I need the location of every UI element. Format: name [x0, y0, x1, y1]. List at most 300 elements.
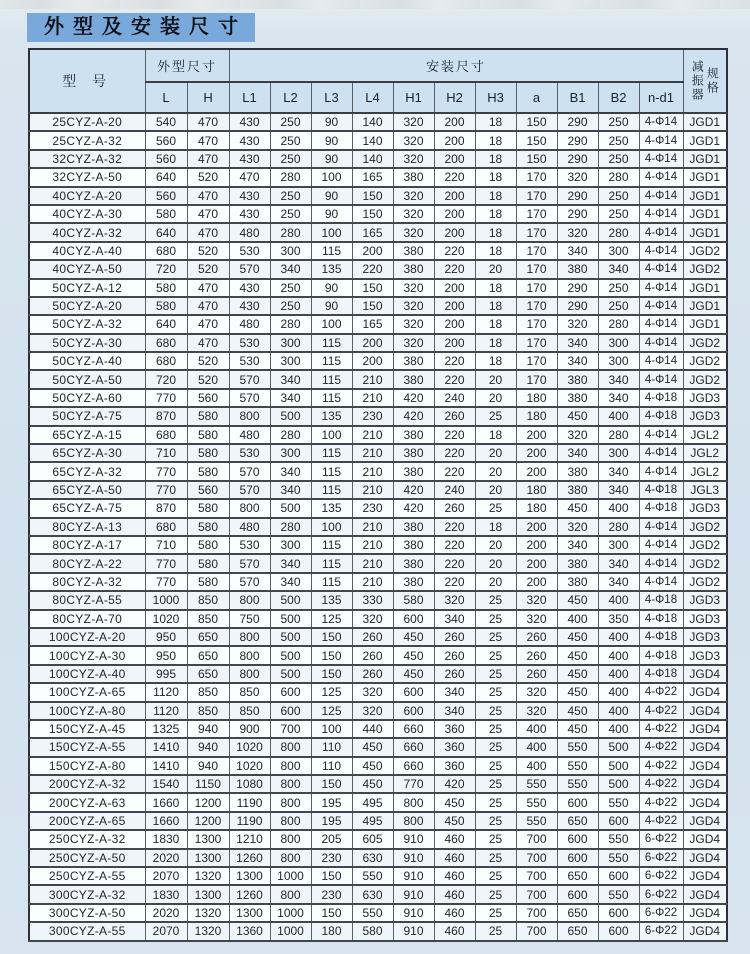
value-cell: 1300: [229, 904, 270, 922]
damper-spec-cell: JGD2: [683, 334, 727, 352]
value-cell: 200: [516, 554, 557, 572]
col-header-install-group: 安装尺寸: [229, 49, 683, 82]
table-row: [29, 665, 727, 683]
table-row: [29, 885, 727, 903]
value-cell: 195: [311, 793, 352, 811]
value-cell: 340: [598, 260, 639, 278]
value-cell: 550: [598, 830, 639, 848]
value-cell: 770: [145, 554, 187, 572]
value-cell: 400: [598, 683, 639, 701]
value-cell: 25: [475, 628, 516, 646]
value-cell: 200: [434, 150, 475, 168]
table-row: [29, 426, 727, 444]
value-cell: 25: [475, 757, 516, 775]
value-cell: 570: [229, 573, 270, 591]
value-cell: 135: [311, 407, 352, 425]
value-cell: 560: [145, 131, 187, 149]
value-cell: 650: [187, 665, 229, 683]
table-row: [29, 518, 727, 536]
value-cell: 400: [516, 757, 557, 775]
value-cell: 18: [475, 223, 516, 241]
value-cell: 340: [434, 683, 475, 701]
value-cell: 450: [352, 775, 393, 793]
n-d1-cell: 4-Φ14: [639, 370, 683, 388]
value-cell: 320: [516, 683, 557, 701]
value-cell: 150: [311, 665, 352, 683]
damper-spec-cell: JGD4: [683, 922, 727, 940]
value-cell: 550: [352, 904, 393, 922]
value-cell: 230: [352, 407, 393, 425]
value-cell: 100: [311, 315, 352, 333]
value-cell: 150: [311, 867, 352, 885]
value-cell: 20: [475, 370, 516, 388]
value-cell: 320: [434, 591, 475, 609]
value-cell: 320: [393, 297, 434, 315]
damper-spec-cell: JGD4: [683, 812, 727, 830]
value-cell: 910: [393, 830, 434, 848]
value-cell: 170: [516, 352, 557, 370]
value-cell: 660: [393, 720, 434, 738]
model-cell: 65CYZ-A-15: [29, 426, 145, 444]
table-row: [29, 113, 727, 131]
value-cell: 770: [145, 573, 187, 591]
table-row: [29, 793, 727, 811]
value-cell: 290: [557, 205, 598, 223]
n-d1-cell: 4-Φ22: [639, 757, 683, 775]
value-cell: 450: [352, 738, 393, 756]
value-cell: 910: [393, 922, 434, 940]
value-cell: 90: [311, 297, 352, 315]
value-cell: 460: [434, 922, 475, 940]
table-row: [29, 370, 727, 388]
value-cell: 1120: [145, 683, 187, 701]
value-cell: 320: [516, 702, 557, 720]
value-cell: 150: [311, 775, 352, 793]
value-cell: 280: [598, 518, 639, 536]
value-cell: 430: [229, 205, 270, 223]
value-cell: 1020: [145, 610, 187, 628]
table-row: [29, 242, 727, 260]
model-cell: 50CYZ-A-32: [29, 315, 145, 333]
value-cell: 300: [598, 334, 639, 352]
value-cell: 580: [187, 518, 229, 536]
n-d1-cell: 4-Φ22: [639, 702, 683, 720]
value-cell: 570: [229, 462, 270, 480]
n-d1-cell: 4-Φ14: [639, 279, 683, 297]
damper-spec-cell: JGD3: [683, 646, 727, 664]
value-cell: 500: [270, 665, 311, 683]
value-cell: 340: [270, 370, 311, 388]
n-d1-cell: 4-Φ18: [639, 646, 683, 664]
value-cell: 400: [598, 646, 639, 664]
value-cell: 580: [187, 407, 229, 425]
damper-spec-cell: JGD2: [683, 370, 727, 388]
model-cell: 50CYZ-A-30: [29, 334, 145, 352]
value-cell: 380: [393, 242, 434, 260]
value-cell: 910: [393, 904, 434, 922]
n-d1-cell: 4-Φ18: [639, 499, 683, 517]
value-cell: 580: [187, 499, 229, 517]
n-d1-cell: 4-Φ14: [639, 334, 683, 352]
value-cell: 180: [516, 389, 557, 407]
table-row: [29, 462, 727, 480]
value-cell: 165: [352, 315, 393, 333]
model-cell: 80CYZ-A-13: [29, 518, 145, 536]
value-cell: 720: [145, 260, 187, 278]
value-cell: 165: [352, 223, 393, 241]
value-cell: 25: [475, 665, 516, 683]
value-cell: 450: [352, 757, 393, 775]
table-header: [29, 49, 727, 113]
value-cell: 400: [598, 665, 639, 683]
n-d1-cell: 6-Φ22: [639, 867, 683, 885]
n-d1-cell: 4-Φ14: [639, 131, 683, 149]
value-cell: 770: [393, 775, 434, 793]
value-cell: 995: [145, 665, 187, 683]
value-cell: 260: [434, 646, 475, 664]
value-cell: 380: [557, 462, 598, 480]
value-cell: 210: [352, 444, 393, 462]
value-cell: 605: [352, 830, 393, 848]
value-cell: 550: [557, 775, 598, 793]
n-d1-cell: 4-Φ14: [639, 150, 683, 168]
model-cell: 50CYZ-A-12: [29, 279, 145, 297]
value-cell: 240: [434, 389, 475, 407]
value-cell: 460: [434, 885, 475, 903]
value-cell: 25: [475, 646, 516, 664]
damper-spec-cell: JGD3: [683, 610, 727, 628]
value-cell: 480: [229, 223, 270, 241]
value-cell: 180: [516, 481, 557, 499]
model-cell: 80CYZ-A-55: [29, 591, 145, 609]
value-cell: 250: [598, 150, 639, 168]
table-row: [29, 683, 727, 701]
value-cell: 650: [557, 922, 598, 940]
value-cell: 320: [557, 426, 598, 444]
table-row: [29, 260, 727, 278]
value-cell: 680: [145, 334, 187, 352]
value-cell: 570: [229, 370, 270, 388]
value-cell: 20: [475, 536, 516, 554]
value-cell: 340: [598, 389, 639, 407]
value-cell: 25: [475, 407, 516, 425]
value-cell: 220: [434, 242, 475, 260]
value-cell: 700: [516, 885, 557, 903]
value-cell: 560: [145, 150, 187, 168]
value-cell: 450: [557, 499, 598, 517]
value-cell: 220: [434, 444, 475, 462]
value-cell: 450: [557, 665, 598, 683]
damper-spec-cell: JGD3: [683, 407, 727, 425]
value-cell: 800: [229, 628, 270, 646]
value-cell: 290: [557, 150, 598, 168]
value-cell: 600: [598, 867, 639, 885]
value-cell: 430: [229, 113, 270, 131]
value-cell: 470: [229, 168, 270, 186]
value-cell: 850: [187, 591, 229, 609]
n-d1-cell: 6-Φ22: [639, 830, 683, 848]
n-d1-cell: 6-Φ22: [639, 849, 683, 867]
n-d1-cell: 4-Φ14: [639, 573, 683, 591]
value-cell: 400: [598, 628, 639, 646]
value-cell: 220: [434, 573, 475, 591]
table-row: [29, 830, 727, 848]
value-cell: 25: [475, 702, 516, 720]
value-cell: 495: [352, 812, 393, 830]
value-cell: 550: [352, 867, 393, 885]
value-cell: 280: [270, 426, 311, 444]
col-header-L4: L4: [352, 82, 393, 113]
model-cell: 80CYZ-A-32: [29, 573, 145, 591]
damper-spec-cell: JGD4: [683, 720, 727, 738]
value-cell: 1320: [187, 904, 229, 922]
value-cell: 600: [557, 885, 598, 903]
value-cell: 90: [311, 113, 352, 131]
value-cell: 210: [352, 536, 393, 554]
value-cell: 18: [475, 518, 516, 536]
value-cell: 530: [229, 444, 270, 462]
damper-spec-cell: JGL2: [683, 444, 727, 462]
damper-spec-cell: JGD4: [683, 885, 727, 903]
table-row: [29, 720, 727, 738]
value-cell: 210: [352, 554, 393, 572]
model-cell: 150CYZ-A-80: [29, 757, 145, 775]
table-row: [29, 628, 727, 646]
value-cell: 500: [270, 407, 311, 425]
value-cell: 18: [475, 279, 516, 297]
value-cell: 170: [516, 242, 557, 260]
value-cell: 200: [352, 334, 393, 352]
damper-spec-cell: JGD4: [683, 849, 727, 867]
page-title: 外型及安装尺寸: [27, 13, 255, 42]
value-cell: 910: [393, 867, 434, 885]
value-cell: 320: [393, 205, 434, 223]
table-row: [29, 444, 727, 462]
value-cell: 135: [311, 591, 352, 609]
value-cell: 25: [475, 849, 516, 867]
value-cell: 90: [311, 150, 352, 168]
value-cell: 115: [311, 334, 352, 352]
damper-spec-cell: JGD1: [683, 131, 727, 149]
col-header-damper-spec: [683, 49, 727, 113]
value-cell: 300: [270, 444, 311, 462]
value-cell: 1300: [187, 849, 229, 867]
value-cell: 115: [311, 573, 352, 591]
model-cell: 250CYZ-A-32: [29, 830, 145, 848]
value-cell: 700: [516, 922, 557, 940]
value-cell: 400: [598, 720, 639, 738]
n-d1-cell: 6-Φ22: [639, 885, 683, 903]
model-cell: 300CYZ-A-55: [29, 922, 145, 940]
table-row: [29, 573, 727, 591]
value-cell: 770: [145, 462, 187, 480]
damper-spec-cell: JGD2: [683, 518, 727, 536]
value-cell: 400: [516, 720, 557, 738]
table-row: [29, 168, 727, 186]
value-cell: 380: [557, 554, 598, 572]
value-cell: 25: [475, 885, 516, 903]
value-cell: 530: [229, 334, 270, 352]
value-cell: 470: [187, 131, 229, 149]
value-cell: 240: [434, 481, 475, 499]
n-d1-cell: 6-Φ22: [639, 922, 683, 940]
value-cell: 210: [352, 518, 393, 536]
model-cell: 40CYZ-A-20: [29, 187, 145, 205]
col-header-a: a: [516, 82, 557, 113]
value-cell: 600: [393, 683, 434, 701]
value-cell: 710: [145, 536, 187, 554]
value-cell: 900: [229, 720, 270, 738]
value-cell: 530: [229, 536, 270, 554]
value-cell: 180: [516, 499, 557, 517]
value-cell: 500: [598, 775, 639, 793]
value-cell: 700: [516, 867, 557, 885]
value-cell: 110: [311, 757, 352, 775]
damper-spec-cell: JGD3: [683, 499, 727, 517]
value-cell: 125: [311, 683, 352, 701]
value-cell: 910: [393, 849, 434, 867]
value-cell: 200: [434, 223, 475, 241]
damper-spec-cell: JGD1: [683, 113, 727, 131]
value-cell: 650: [557, 904, 598, 922]
value-cell: 170: [516, 370, 557, 388]
value-cell: 700: [516, 849, 557, 867]
value-cell: 170: [516, 223, 557, 241]
value-cell: 800: [229, 591, 270, 609]
value-cell: 580: [145, 205, 187, 223]
value-cell: 260: [352, 665, 393, 683]
value-cell: 340: [598, 370, 639, 388]
value-cell: 150: [352, 187, 393, 205]
model-cell: 50CYZ-A-20: [29, 297, 145, 315]
table-body: [29, 113, 727, 941]
value-cell: 280: [270, 168, 311, 186]
value-cell: 800: [270, 885, 311, 903]
n-d1-cell: 4-Φ14: [639, 113, 683, 131]
value-cell: 770: [145, 389, 187, 407]
value-cell: 320: [393, 334, 434, 352]
value-cell: 450: [557, 407, 598, 425]
value-cell: 380: [557, 389, 598, 407]
value-cell: 1830: [145, 885, 187, 903]
value-cell: 2070: [145, 867, 187, 885]
value-cell: 170: [516, 315, 557, 333]
damper-spec-cell: JGD4: [683, 702, 727, 720]
value-cell: 125: [311, 702, 352, 720]
table-row: [29, 922, 727, 940]
model-cell: 65CYZ-A-30: [29, 444, 145, 462]
value-cell: 340: [557, 334, 598, 352]
value-cell: 150: [352, 279, 393, 297]
value-cell: 1150: [187, 775, 229, 793]
table-row: [29, 554, 727, 572]
value-cell: 1300: [229, 867, 270, 885]
value-cell: 850: [187, 683, 229, 701]
table-row: [29, 481, 727, 499]
model-cell: 200CYZ-A-32: [29, 775, 145, 793]
value-cell: 320: [516, 591, 557, 609]
value-cell: 430: [229, 187, 270, 205]
value-cell: 2020: [145, 904, 187, 922]
value-cell: 480: [229, 426, 270, 444]
table-row: [29, 150, 727, 168]
value-cell: 230: [311, 885, 352, 903]
value-cell: 1300: [187, 830, 229, 848]
value-cell: 140: [352, 131, 393, 149]
model-cell: 80CYZ-A-22: [29, 554, 145, 572]
table-row: [29, 499, 727, 517]
n-d1-cell: 4-Φ22: [639, 683, 683, 701]
value-cell: 1540: [145, 775, 187, 793]
value-cell: 650: [187, 646, 229, 664]
value-cell: 340: [557, 444, 598, 462]
col-header-L2: L2: [270, 82, 311, 113]
value-cell: 470: [187, 297, 229, 315]
n-d1-cell: 4-Φ14: [639, 444, 683, 462]
scan-artifact-strip: [0, 0, 750, 9]
table-row: [29, 904, 727, 922]
value-cell: 600: [270, 702, 311, 720]
value-cell: 530: [229, 242, 270, 260]
value-cell: 18: [475, 150, 516, 168]
col-header-model: 型 号: [29, 49, 145, 113]
table-row: [29, 757, 727, 775]
n-d1-cell: 4-Φ14: [639, 168, 683, 186]
value-cell: 450: [434, 812, 475, 830]
model-cell: 50CYZ-A-40: [29, 352, 145, 370]
value-cell: 400: [557, 610, 598, 628]
damper-spec-cell: JGD4: [683, 867, 727, 885]
value-cell: 200: [516, 573, 557, 591]
model-cell: 250CYZ-A-50: [29, 849, 145, 867]
value-cell: 500: [270, 610, 311, 628]
value-cell: 25: [475, 830, 516, 848]
value-cell: 560: [145, 187, 187, 205]
value-cell: 115: [311, 352, 352, 370]
value-cell: 530: [229, 352, 270, 370]
value-cell: 800: [270, 812, 311, 830]
value-cell: 850: [229, 683, 270, 701]
value-cell: 320: [557, 223, 598, 241]
table-row: [29, 591, 727, 609]
value-cell: 950: [145, 646, 187, 664]
value-cell: 550: [598, 885, 639, 903]
value-cell: 1080: [229, 775, 270, 793]
damper-spec-cell: JGL3: [683, 481, 727, 499]
damper-spec-cell: JGD2: [683, 554, 727, 572]
value-cell: 125: [311, 610, 352, 628]
value-cell: 650: [557, 867, 598, 885]
value-cell: 450: [557, 683, 598, 701]
value-cell: 940: [187, 720, 229, 738]
value-cell: 100: [311, 168, 352, 186]
value-cell: 180: [516, 407, 557, 425]
value-cell: 20: [475, 573, 516, 591]
value-cell: 420: [393, 389, 434, 407]
value-cell: 550: [516, 793, 557, 811]
value-cell: 210: [352, 462, 393, 480]
model-cell: 300CYZ-A-32: [29, 885, 145, 903]
model-cell: 50CYZ-A-75: [29, 407, 145, 425]
value-cell: 115: [311, 462, 352, 480]
value-cell: 660: [393, 738, 434, 756]
model-cell: 25CYZ-A-20: [29, 113, 145, 131]
model-cell: 32CYZ-A-50: [29, 168, 145, 186]
value-cell: 430: [229, 297, 270, 315]
damper-spec-cell: JGD1: [683, 315, 727, 333]
value-cell: 150: [352, 205, 393, 223]
col-header-B2: B2: [598, 82, 639, 113]
